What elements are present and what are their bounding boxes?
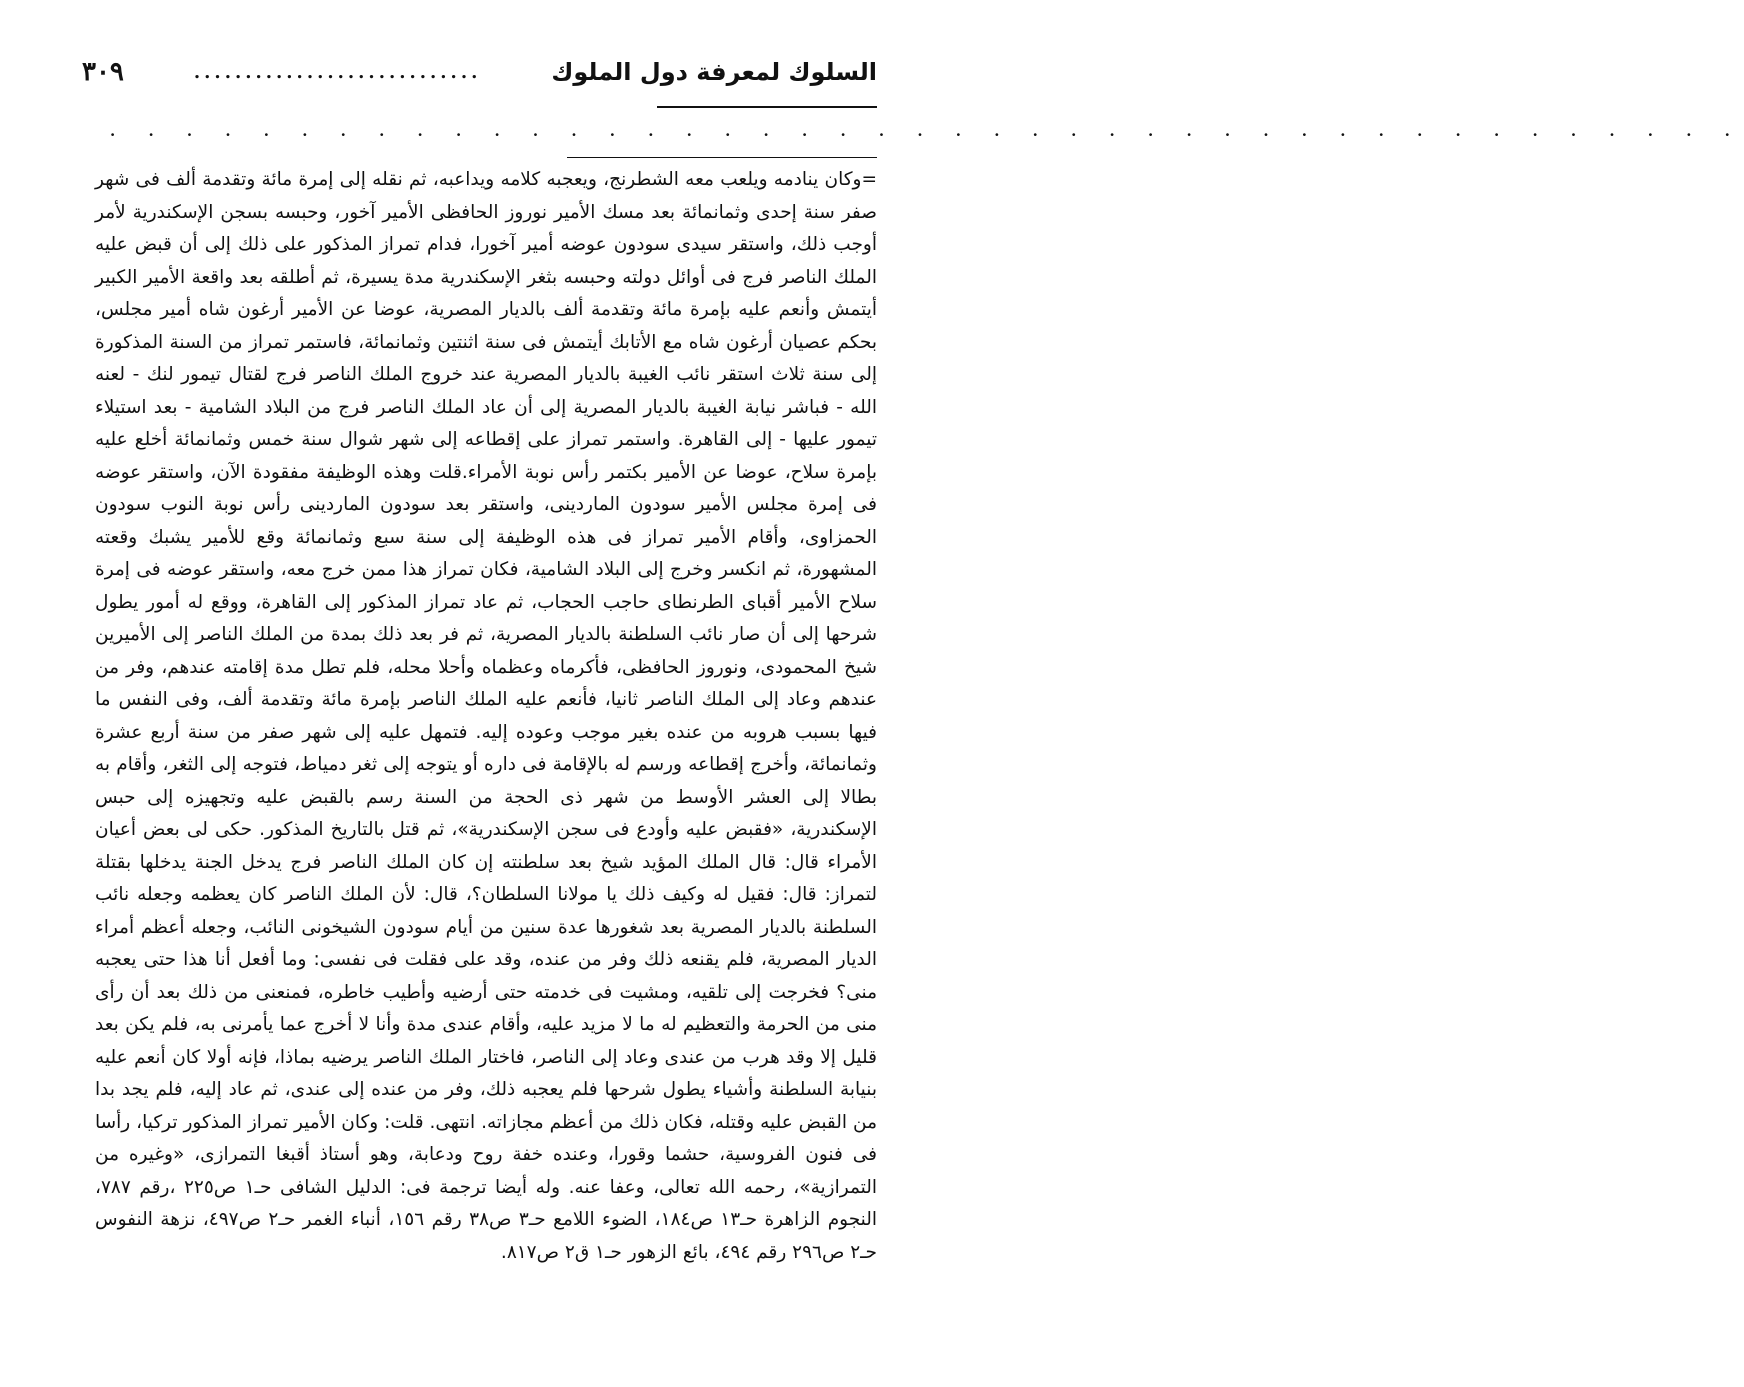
header-underline — [657, 106, 877, 108]
running-title: السلوك لمعرفة دول الملوك — [551, 58, 877, 86]
page-number: ٣٠٩ — [82, 57, 124, 87]
header-leader-dots: ............................ — [193, 61, 482, 83]
footnote-text: =وكان ينادمه ويلعب معه الشطرنج، ويعجبه كلامه ويداعبه، ثم نقله إلى إمرة مائة وتقدمة ألف فى شهر صفر سنة إحدى وثمانمائة بعد مسك الأمير نوروز الحافظى الأمير آخور، وحبسه بسجن الإسكندرية لأمر أوجب ذلك، واستقر سيدى سودون عوضه أمير آخورا، فدام تمراز المذكور على ذلك إلى أن قبض عليه الملك الناصر فرج فى أوائل دولته وحبسه بثغر الإسكندرية مدة يسيرة، ثم أطلقه بعد واقعة الأمير الكبير أيتمش وأنعم عليه بإمرة مائة وتقدمة ألف بالديار المصرية، عوضا عن الأمير أرغون شاه أمير مجلس، بحكم عصيان أرغون شاه مع الأتابك أيتمش فى سنة اثنتين وثمانمائة، فاستمر تمراز من السنة المذكورة إلى سنة ثلاث استقر نائب الغيبة بالديار المصرية عند خروج الملك الناصر فرج لقتال تيمور لنك - لعنه الله - فباشر نيابة الغيبة بالديار المصرية إلى أن عاد الملك الناصر فرج من البلاد الشامية - بعد استيلاء تيمور عليها - إلى القاهرة. واستمر تمراز على إقطاعه إلى شهر شوال سنة خمس وثمانمائة أخلع عليه بإمرة سلاح، عوضا عن الأمير بكتمر رأس نوبة الأمراء.قلت وهذه الوظيفة مفقودة الآن، واستقر عوضه فى إمرة مجلس الأمير سودون الماردينى، واستقر بعد سودون الماردينى رأس نوبة النوب سودون الحمزاوى، وأقام الأمير تمراز فى هذه الوظيفة إلى سنة سبع وثمانمائة وقع للأمير يشبك وقعته المشهورة، ثم انكسر وخرج إلى البلاد الشامية، فكان تمراز هذا ممن خرج معه، واستقر عوضه فى إمرة سلاح الأمير أقباى الطرنطاى حاجب الحجاب، ثم عاد تمراز المذكور إلى القاهرة، ووقع له أمور يطول شرحها إلى أن صار نائب السلطنة بالديار المصرية، ثم فر بعد ذلك بمدة من الملك الناصر إلى الأميرين شيخ المحمودى، ونوروز الحافظى، فأكرماه وعظماه وأحلا محله، فلم تطل مدة إقامته عندهم، وفر من عندهم وعاد إلى الملك الناصر ثانيا، فأنعم عليه الملك الناصر بإمرة مائة وتقدمة ألف، وفى النفس ما فيها بسبب هروبه من عنده بغير موجب وعوده إليه. فتمهل عليه إلى شهر صفر من سنة أربع عشرة وثمانمائة، وأخرج إقطاعه ورسم له بالإقامة فى داره أو يتوجه إلى ثغر دمياط، فتوجه إلى الثغر، وأقام به بطالا إلى العشر الأوسط من شهر ذى الحجة من السنة رسم بالقبض عليه وتجهيزه إلى حبس الإسكندرية، «فقبض عليه وأودع فى سجن الإسكندرية»، ثم قتل بالتاريخ المذكور. حكى لى بعض أعيان الأمراء قال: قال الملك المؤيد شيخ بعد سلطنته إن كان الملك الناصر فرج يدخل الجنة يدخلها بقتلة لتمراز: قال: فقيل له وكيف ذلك يا مولانا السلطان؟، قال: لأن الملك الناصر كان يعظمه وجعله نائب السلطنة بالديار المصرية بعد شغورها عدة سنين من أيام سودون الشيخونى النائب، وجعله أعظم أمراء الديار المصرية، فلم يقنعه ذلك وفر من عنده، وقد على فقلت فى نفسى: وما أفعل أنا هذا حتى يعجبه منى؟ فخرجت إلى تلقيه، ومشيت فى خدمته حتى أرضيه وأطيب خاطره، فمنعنى من ذلك بعد أن رأى منى من الحرمة والتعظيم له ما لا مزيد عليه، وأقام عندى مدة وأنا لا أخرج عما يأمرنى به، فلم يكن بعد قليل إلا وقد هرب من عندى وعاد إلى الناصر، فاختار الملك الناصر يرضيه بماذا، فإنه أولا كان أنعم عليه بنيابة السلطنة وأشياء يطول شرحها فلم يعجبه ذلك، وفر من عنده إلى عندى، ثم عاد إليه، فلم يجد بدا من القبض عليه وقتله، فكان ذلك من أعظم مجازاته. انتهى. قلت: وكان الأمير تمراز المذكور تركيا، رأسا فى فنون الفروسية، حشما وقورا، وعنده خفة روح ودعابة، وهو أستاذ أقبغا التمرازى، «وغيره من التمرازية»، رحمه الله تعالى، وعفا عنه. وله أيضا ترجمة فى: الدليل الشافى حـ١ ص٢٢٥ ،رقم ٧٨٧، النجوم الزاهرة حـ١٣ ص١٨٤، الضوء اللامع حـ٣ ص٣٨ رقم ١٥٦، أنباء الغمر حـ٢ ص٤٩٧، نزهة النفوس حـ٢ ص٢٩٦ رقم ٤٩٤، بائع الزهور حـ١ ق٢ ص٨١٧. — [95, 169, 878, 1263]
footnote-rule — [567, 157, 877, 158]
section-separator-dots: . . . . . . . . . . . . . . . . . . . . . . . . . . . . . . . . . . . . . . . . . . . — [110, 122, 1744, 140]
page-header — [82, 52, 877, 92]
